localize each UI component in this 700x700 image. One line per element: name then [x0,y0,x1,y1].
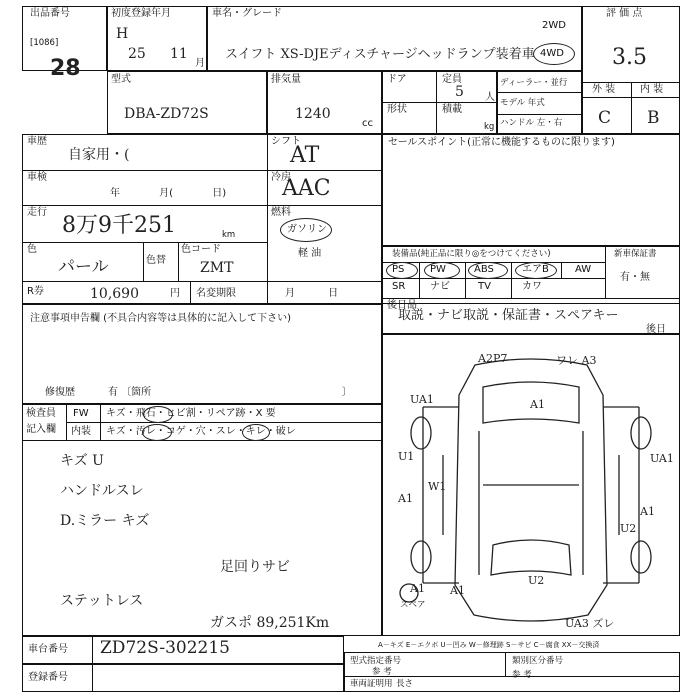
note-line-3: D.ミラー キズ [60,513,150,529]
door-label: ドア [387,74,407,85]
mileage-unit: km [222,230,236,240]
sales-box [382,134,680,246]
chassis: ZD72S-302215 [100,638,230,658]
diag-label-11: A1 [410,582,425,595]
int-items: キズ・汚レ・コゲ・穴・スレ・キレ・破レ [106,426,296,437]
inspector-label1: 検査員 [26,408,56,419]
disp-unit: cc [362,118,373,129]
color-change-label: 色替 [146,255,166,266]
diag-label-7: UA1 [650,452,674,465]
note-line-5: ステットレス [60,593,144,609]
r-label: R券 [27,286,44,297]
car-name-label: 車名・グレード [212,8,282,19]
reg-box [22,664,344,692]
color-code: ZMT [200,260,234,276]
handle-label: ハンドル 左・右 [500,118,563,128]
load-unit: kg [484,122,495,132]
post-value2: 後日 [646,324,666,335]
fw-items: キズ・飛石・ヒビ割・リペア跡・X 要 [106,408,276,419]
exterior-label: 外 装 [592,84,616,95]
drive-circle [533,43,575,65]
model: DBA-ZD72S [124,106,209,122]
note-line-1: キズ U [60,453,104,469]
diag-label-5: U1 [398,450,415,463]
lot-code: [1086] [30,38,59,48]
diag-label-9: U2 [620,522,637,535]
model-box [107,71,267,134]
class-label: 類別区分番号 [512,656,564,666]
ac: AAC [282,176,331,201]
disp-label: 排気量 [271,74,301,85]
interior-label: 内 装 [640,84,664,95]
first-reg-label: 初度登録年月 [111,8,171,19]
fuel: ガソリン [287,224,327,235]
repair-close: 〕 [342,387,352,398]
inspection-label: 車検 [27,172,47,183]
diag-label-8: A1 [640,505,655,518]
fuel-alt: 軽 油 [298,248,322,259]
exterior-grade: C [598,108,612,128]
warranty-value: 有・無 [620,272,650,283]
fuel-circle [280,218,332,242]
mileage-label: 走行 [27,207,47,218]
score-label: 評 価 点 [606,8,643,19]
color: パール [58,257,109,277]
interior-grade: B [647,108,660,128]
diag-label-13: U2 [528,574,545,587]
cap-unit: 人 [485,92,495,103]
score: 3.5 [612,45,647,70]
equip-tv: TV [478,281,491,292]
month-unit: 月 [195,58,205,69]
color-code-label: 色コード [181,244,221,255]
shape-label: 形状 [387,104,407,115]
inspector-label2: 記入欄 [26,424,56,435]
diag-label-12: A1 [450,584,465,597]
int-label: 内装 [71,426,91,437]
sales-title: セールスポイント(正常に機能するものに限ります) [388,137,615,148]
lot-number: 28 [50,56,81,81]
diag-label-4: A1 [530,398,545,411]
equip-abs: ABS [474,264,494,275]
diag-label-14: UA3 ズレ [565,617,615,630]
lot-label: 出品番号 [30,8,70,19]
title-date-label: 名変期限 [196,288,236,299]
equip-leather: カワ [522,281,542,292]
equip-pw: PW [430,264,446,275]
model-year-label: モデル 年式 [500,98,545,108]
fuel-label: 燃料 [271,207,291,218]
r-unit: 円 [170,288,180,299]
mileage: 8万9千251 [62,213,176,238]
r-value: 10,690 [90,286,139,302]
equipment-title: 装備品(純正品に限り◎をつけてください) [392,249,551,259]
shift: AT [290,143,320,168]
diag-label-3: UA1 [410,393,434,406]
len-label: 長さ [396,679,414,689]
drive-2wd: 2WD [542,20,566,31]
notes-title: 注意事項申告欄 (不具合内容等は具体的に記入して下さい) [30,313,291,324]
equip-ps: PS [392,264,405,275]
equip-sr: SR [392,281,406,292]
equip-aw: AW [575,264,592,275]
type-label: 型式指定番号 [350,656,402,666]
dealer-label: ディーラー・並行 [500,78,568,88]
reg-label: 登録番号 [28,672,68,683]
history-label: 車歴 [27,136,47,147]
ref2-label: 参 考 [512,670,532,680]
era: H [116,26,129,42]
post-value: 取説・ナビ取説・保証書・スペアキー [398,308,619,323]
cap-label: 定員 [442,74,462,85]
month: 11 [170,46,188,62]
diag-label-10: A1 [398,492,413,505]
diag-spare: スペア [400,600,426,610]
chassis-label: 車台番号 [28,644,68,655]
diag-label-1: A2P7 [478,352,508,365]
inspection-value: 年 月( 日) [110,188,227,199]
capacity: 5 [455,84,464,100]
ac-label: 冷房 [271,172,291,183]
note-line-2: ハンドルスレ [60,483,144,499]
history-value: 自家用・( [68,147,130,163]
ref-label: 参 考 [372,667,392,677]
title-date-value: 月 日 [285,288,339,299]
diag-label-6: W1 [428,480,447,493]
cert-label: 車両証明用 [350,679,393,689]
car-name: スイフト XS-DJEディスチャージヘッドランプ装着車 [225,47,535,62]
drive-4wd: 4WD [540,48,564,59]
note-line-6: ガスポ 89,251Km [210,615,330,631]
warranty-label: 新車保証書 [614,249,657,259]
load-label: 積載 [442,104,462,115]
disp: 1240 [295,106,331,122]
note-line-4: 足回りサビ [220,559,290,575]
year: 25 [128,46,146,62]
color-label: 色 [27,244,37,255]
shift-label: シフト [271,136,301,147]
diag-label-2: ワレ A3 [556,354,597,367]
equip-airbag: エアB [522,264,549,275]
fw-label: FW [73,408,89,419]
equip-navi: ナビ [430,281,450,292]
post-label: 後日品 [387,300,417,311]
diagram-legend: A－キズ E－エクボ U－凹み W－修理跡 S－サビ C－腐食 XX－交換済 [378,641,600,649]
repair-label: 修復歴 [45,387,75,398]
model-label: 型式 [111,74,131,85]
repair-value: 有 〔箇所 [108,387,152,398]
